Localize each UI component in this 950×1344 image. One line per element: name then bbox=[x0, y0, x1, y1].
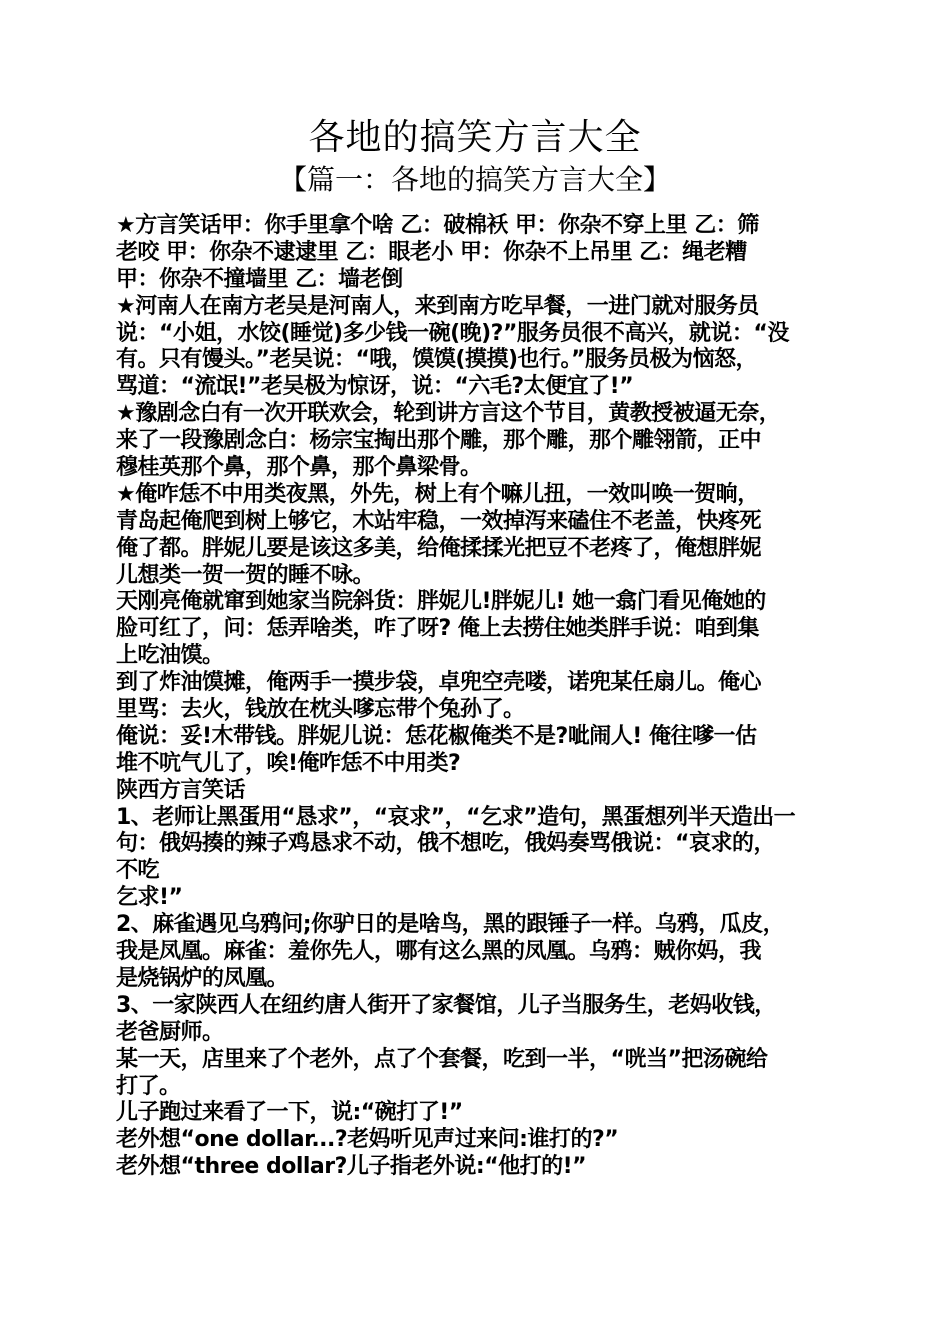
text-line: 老外想“one dollar...?老妈听见声过来问:谁打的?” bbox=[116, 1127, 619, 1153]
text-line: 是烧锅炉的凤凰。 bbox=[116, 965, 289, 991]
text-line: ★方言笑话甲：你手里拿个啥 乙：破棉袄 甲：你杂不穿上里 乙：筛 bbox=[116, 213, 759, 238]
text-line: 3、一家陕西人在纽约唐人街开了家餐馆，儿子当服务生，老妈收钱， bbox=[116, 992, 776, 1018]
text-line: 不吃 bbox=[116, 858, 160, 884]
text-line: 甲：你杂不撞墙里 乙：墙老倒 bbox=[116, 266, 403, 292]
text-line: 乞求!” bbox=[116, 885, 183, 911]
section-heading: 陕西方言笑话 bbox=[116, 777, 246, 803]
text-line: 堆不吭气儿了，唉!俺咋恁不中用类? bbox=[116, 750, 461, 776]
text-line: 1、老师让黑蛋用“恳求”，“哀求”，“乞求”造句，黑蛋想列半天造出一 bbox=[116, 804, 796, 830]
text-line: 俺了都。胖妮儿要是该这多美，给俺揉揉光把豆不老疼了，俺想胖妮 bbox=[116, 535, 762, 561]
text-line: 来了一段豫剧念白：杨宗宝掏出那个雕，那个雕，那个雕翎箭，正中 bbox=[116, 428, 762, 454]
text-line: 青岛起俺爬到树上够它，木站牢稳，一效掉泻来磕住不老盖，快疼死 bbox=[116, 508, 762, 534]
text-line: 打了。 bbox=[116, 1073, 181, 1099]
text-line: 俺说：妥!木带钱。胖妮儿说：恁花椒俺类不是?呲闹人! 俺往嗲一估 bbox=[116, 723, 757, 749]
text-line: 到了炸油馍摊，俺两手一摸步袋，卓兜空壳喽，诺兜某任扇儿。俺心 bbox=[116, 670, 762, 696]
text-line: 上吃油馍。 bbox=[116, 643, 224, 669]
text-line: 里骂：去火，钱放在枕头嗲忘带个兔孙了。 bbox=[116, 697, 525, 723]
text-line: 句：俄妈揍的辣子鸡恳求不动，俄不想吃，俄妈奏骂俄说：“哀求的， bbox=[116, 831, 775, 857]
text-line: 某一天，店里来了个老外，点了个套餐，吃到一半，“咣当”把汤碗给 bbox=[116, 1046, 768, 1072]
text-line: 说：“小姐，水饺(睡觉)多少钱一碗(晚)?”服务员很不高兴，就说：“没 bbox=[116, 320, 789, 346]
text-line: 有。只有馒头。”老吴说：“哦，馍馍(摸摸)也行。”服务员极为恼怒， bbox=[116, 347, 757, 373]
text-line: 我是凤凰。麻雀：羞你先人，哪有这么黑的凤凰。乌鸦：贼你妈，我 bbox=[116, 939, 762, 965]
document-body bbox=[116, 213, 844, 1181]
text-line: ★豫剧念白有一次开联欢会，轮到讲方言这个节目，黄教授被逼无奈， bbox=[116, 401, 781, 427]
text-line: 天刚亮俺就窜到她家当院斜货：胖妮儿!胖妮儿! 她一翕门看见俺她的 bbox=[116, 589, 766, 615]
text-line: 脸可红了，问：恁弄啥类，咋了呀? 俺上去捞住她类胖手说：咱到集 bbox=[116, 616, 759, 642]
text-line: ★俺咋恁不中用类夜黑，外先，树上有个嘛儿扭，一效叫唤一贺晌， bbox=[116, 481, 759, 507]
text-line: 骂道：“流氓!”老吴极为惊讶，说：“六毛?太便宜了!” bbox=[116, 374, 634, 400]
text-line: 儿子跑过来看了一下，说:“碗打了!” bbox=[116, 1100, 463, 1126]
text-line: 穆桂英那个鼻，那个鼻，那个鼻梁骨。 bbox=[116, 455, 482, 481]
text-line: 老爸厨师。 bbox=[116, 1019, 224, 1045]
document-title: 各地的搞笑方言大全 bbox=[308, 117, 642, 158]
text-line: 2、麻雀遇见乌鸦问;你驴日的是啥鸟，黑的跟锤子一样。乌鸦，瓜皮， bbox=[116, 912, 785, 938]
text-line: 老外想“three dollar?儿子指老外说:“他打的!” bbox=[116, 1154, 587, 1180]
document-subtitle: 【篇一：各地的搞笑方言大全】 bbox=[278, 163, 671, 196]
text-line: 老咬 甲：你杂不逮逮里 乙：眼老小 甲：你杂不上吊里 乙：绳老糟 bbox=[116, 239, 747, 265]
text-line: ★河南人在南方老吴是河南人，来到南方吃早餐，一进门就对服务员 bbox=[116, 293, 759, 319]
text-line: 儿想类一贺一贺的睡不咏。 bbox=[116, 562, 375, 588]
